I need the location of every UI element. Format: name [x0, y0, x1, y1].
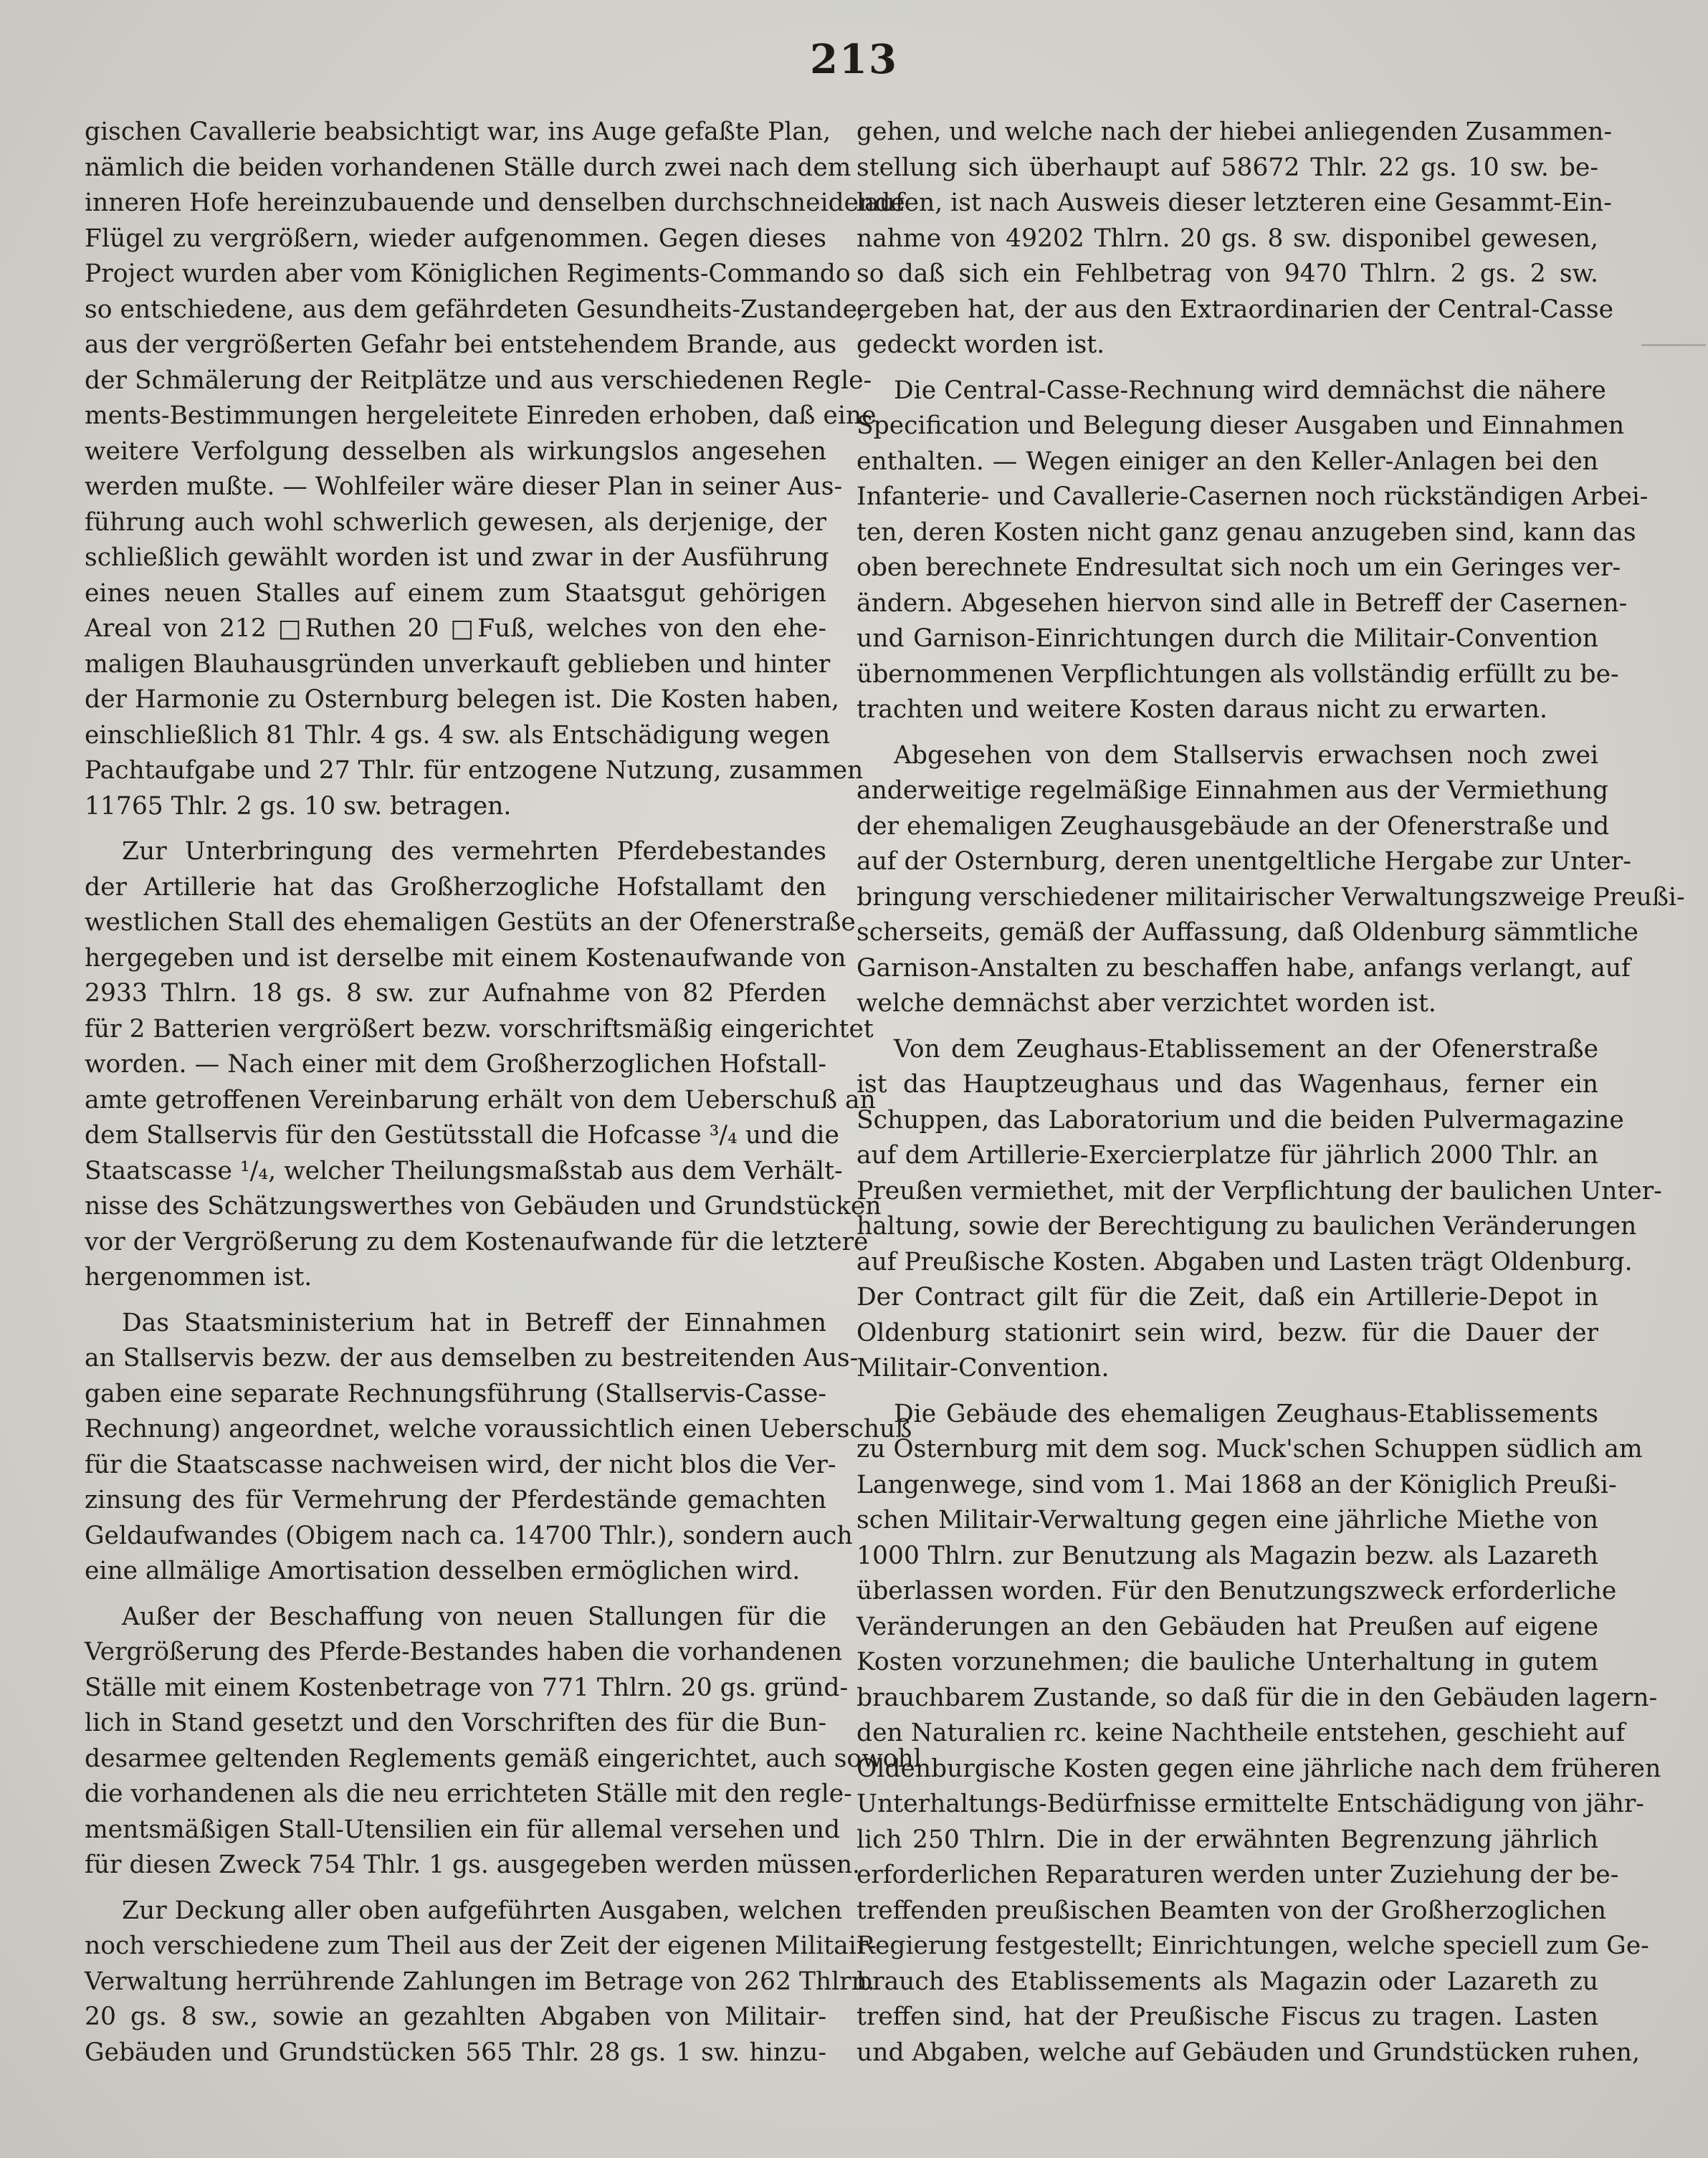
- text-line: Project wurden aber vom Königlichen Regiments-Commando: [85, 259, 851, 288]
- right-column-paragraph: [857, 738, 1685, 1022]
- text-line: zinsung des für Vermehrung der Pferdestände gemachten: [85, 1486, 826, 1514]
- text-line: Specification und Belegung dieser Ausgaben und Einnahmen: [857, 411, 1625, 440]
- paragraph-gap: [85, 824, 826, 834]
- text-line: der ehemaligen Zeughausgebäude an der Ofenerstraße und: [857, 811, 1610, 841]
- left-column-paragraph: [85, 834, 882, 1296]
- text-line: gaben eine separate Rechnungsführung (Stallservis-Casse-: [85, 1379, 826, 1408]
- text-line: worden. — Nach einer mit dem Großherzoglichen Hofstall-: [85, 1050, 826, 1079]
- text-line: gehen, und welche nach der hiebei anliegenden Zusammen-: [857, 118, 1612, 146]
- text-line: Abgesehen von dem Stallservis erwachsen noch zwei: [894, 740, 1598, 770]
- text-line: Von dem Zeughaus-Etablissement an der Ofenerstraße: [894, 1034, 1598, 1064]
- text-line: überlassen worden. Für den Benutzungszweck erforderliche: [857, 1577, 1617, 1605]
- text-line: weitere Verfolgung desselben als wirkungslos angesehen: [85, 436, 826, 466]
- text-line: Ställe mit einem Kostenbetrage von 771 Thlrn. 20 gs. gründ-: [85, 1673, 849, 1702]
- text-line: die vorhandenen als die neu errichteten Ställe mit den regle-: [85, 1780, 852, 1808]
- text-line: Langenwege, sind vom 1. Mai 1868 an der Königlich Preußi-: [857, 1470, 1617, 1499]
- text-line: 11765 Thlr. 2 gs. 10 sw. betragen.: [85, 791, 512, 821]
- text-line: auf der Osternburg, deren unentgeltliche Hergabe zur Unter-: [857, 847, 1631, 876]
- right-column-paragraph: [857, 1032, 1662, 1387]
- text-line: 20 gs. 8 sw., sowie an gezahlten Abgaben von Militair-: [85, 2002, 826, 2031]
- text-line: schließlich gewählt worden ist und zwar in der Ausführung: [85, 543, 829, 572]
- text-line: laufen, ist nach Ausweis dieser letzteren eine Gesammt-Ein-: [857, 188, 1612, 217]
- text-line: trachten und weitere Kosten daraus nicht zu erwarten.: [857, 695, 1547, 724]
- text-line: für diesen Zweck 754 Thlr. 1 gs. ausgegeben werden müssen.: [85, 1851, 861, 1879]
- text-line: brauchbarem Zustande, so daß für die in den Gebäuden lagern-: [857, 1683, 1658, 1712]
- left-column: [85, 115, 922, 2071]
- text-line: Oldenburg stationirt sein wird, bezw. für die Dauer der: [857, 1318, 1598, 1347]
- text-line: amte getroffenen Vereinbarung erhält von dem Ueberschuß an: [85, 1085, 876, 1114]
- text-line: eines neuen Stalles auf einem zum Staatsgut gehörigen: [85, 578, 826, 608]
- text-line: schen Militair-Verwaltung gegen eine jährliche Miethe von: [857, 1506, 1598, 1534]
- text-line: Vergrößerung des Pferde-Bestandes haben die vorhandenen: [85, 1638, 843, 1666]
- text-line: inneren Hofe hereinzubauende und denselben durchschneidende: [85, 188, 905, 217]
- text-line: ten, deren Kosten nicht ganz genau anzugeben sind, kann das: [857, 517, 1636, 547]
- text-line: scherseits, gemäß der Auffassung, daß Oldenburg sämmtliche: [857, 918, 1638, 947]
- text-line: Zur Unterbringung des vermehrten Pferdebestandes: [122, 837, 826, 866]
- text-line: treffenden preußischen Beamten von der Großherzoglichen: [857, 1896, 1606, 1925]
- text-line: der Artillerie hat das Großherzogliche Hofstallamt den: [85, 872, 826, 902]
- right-column-paragraph: [857, 115, 1614, 363]
- text-line: desarmee geltenden Reglements gemäß eingerichtet, auch sowohl: [85, 1744, 922, 1773]
- text-line: Oldenburgische Kosten gegen eine jährliche nach dem früheren: [857, 1754, 1661, 1783]
- text-line: Die Central-Casse-Rechnung wird demnächst die nähere: [894, 376, 1606, 405]
- text-line: dem Stallservis für den Gestütsstall die Hofcasse ³/₄ und die: [85, 1121, 839, 1150]
- text-line: ergeben hat, der aus den Extraordinarien der Central-Casse: [857, 295, 1614, 324]
- text-line: oben berechnete Endresultat sich noch um ein Geringes ver-: [857, 553, 1621, 582]
- right-column-paragraph: [857, 1397, 1661, 2071]
- text-line: ments-Bestimmungen hergeleitete Einreden erhoben, daß eine: [85, 401, 877, 430]
- text-line: welche demnächst aber verzichtet worden ist.: [857, 989, 1436, 1018]
- text-line: Areal von 212 □Ruthen 20 □Fuß, welches von den ehe-: [85, 614, 826, 643]
- paragraph-gap: [857, 1387, 1598, 1397]
- text-line: auf dem Artillerie-Exercierplatze für jährlich 2000 Thlr. an: [857, 1141, 1598, 1170]
- text-line: Zur Deckung aller oben aufgeführten Ausgaben, welchen: [122, 1896, 842, 1925]
- text-line: ändern. Abgesehen hiervon sind alle in Betreff der Casernen-: [857, 588, 1628, 618]
- text-line: Unterhaltungs-Bedürfnisse ermittelte Entschädigung von jähr-: [857, 1790, 1644, 1818]
- left-column-paragraph: [85, 115, 905, 824]
- paragraph-gap: [857, 1022, 1598, 1032]
- text-line: zu Osternburg mit dem sog. Muck'schen Schuppen südlich am: [857, 1435, 1643, 1464]
- text-line: so entschiedene, aus dem gefährdeten Gesundheits-Zustande,: [85, 295, 865, 324]
- text-line: Infanterie- und Cavallerie-Casernen noch rückständigen Arbei-: [857, 482, 1649, 511]
- text-line: gedeckt worden ist.: [857, 330, 1105, 359]
- text-line: Schuppen, das Laboratorium und die beiden Pulvermagazine: [857, 1105, 1624, 1135]
- text-line: Garnison-Anstalten zu beschaffen habe, anfangs verlangt, auf: [857, 953, 1631, 983]
- text-line: vor der Vergrößerung zu dem Kostenaufwande für die letztere: [85, 1227, 869, 1256]
- text-line: einschließlich 81 Thlr. 4 gs. 4 sw. als Entschädigung wegen: [85, 720, 831, 750]
- text-line: hergenommen ist.: [85, 1263, 313, 1292]
- text-line: auf Preußische Kosten. Abgaben und Lasten trägt Oldenburg.: [857, 1247, 1633, 1276]
- text-line: Verwaltung herrührende Zahlungen im Betrage von 262 Thlrn.: [85, 1967, 875, 1996]
- text-line: Preußen vermiethet, mit der Verpflichtung der baulichen Unter-: [857, 1176, 1662, 1205]
- text-line: der Schmälerung der Reitplätze und aus verschiedenen Regle-: [85, 366, 872, 395]
- text-line: gischen Cavallerie beabsichtigt war, ins Auge gefaßte Plan,: [85, 118, 831, 146]
- text-line: treffen sind, hat der Preußische Fiscus zu tragen. Lasten: [857, 2002, 1598, 2031]
- text-line: Kosten vorzunehmen; die bauliche Unterhaltung in gutem: [857, 1648, 1598, 1676]
- text-line: für 2 Batterien vergrößert bezw. vorschriftsmäßig eingerichtet: [85, 1014, 874, 1044]
- paragraph-gap: [85, 1884, 826, 1894]
- text-line: noch verschiedene zum Theil aus der Zeit der eigenen Militair-: [85, 1932, 877, 1960]
- right-column-paragraph: [857, 373, 1649, 728]
- text-line: aus der vergrößerten Gefahr bei entstehendem Brande, aus: [85, 330, 837, 359]
- text-line: Die Gebäude des ehemaligen Zeughaus-Etablissements: [894, 1399, 1598, 1428]
- text-line: Veränderungen an den Gebäuden hat Preußen auf eigene: [857, 1612, 1598, 1641]
- text-line: Gebäuden und Grundstücken 565 Thlr. 28 gs. 1 sw. hinzu-: [85, 2038, 826, 2067]
- text-line: werden mußte. — Wohlfeiler wäre dieser Plan in seiner Aus-: [85, 472, 843, 501]
- text-line: und Abgaben, welche auf Gebäuden und Grundstücken ruhen,: [857, 2038, 1640, 2067]
- left-column-paragraph: [85, 1600, 922, 1884]
- text-line: haltung, sowie der Berechtigung zu baulichen Veränderungen: [857, 1212, 1637, 1241]
- text-line: Militair-Convention.: [857, 1354, 1110, 1383]
- text-line: übernommenen Verpflichtungen als vollständig erfüllt zu be-: [857, 659, 1619, 689]
- text-line: hergegeben und ist derselbe mit einem Kostenaufwande von: [85, 943, 846, 973]
- text-line: stellung sich überhaupt auf 58672 Thlr. 22 gs. 10 sw. be-: [857, 153, 1598, 182]
- paragraph-gap: [85, 1590, 826, 1600]
- text-line: 1000 Thlrn. zur Benutzung als Magazin bezw. als Lazareth: [857, 1541, 1598, 1570]
- text-line: Pachtaufgabe und 27 Thlr. für entzogene Nutzung, zusammen: [85, 756, 864, 785]
- text-line: an Stallservis bezw. der aus demselben zu bestreitenden Aus-: [85, 1344, 859, 1372]
- text-line: eine allmälige Amortisation desselben ermöglichen wird.: [85, 1557, 801, 1585]
- text-line: 2933 Thlrn. 18 gs. 8 sw. zur Aufnahme von 82 Pferden: [85, 979, 826, 1008]
- text-line: Regierung festgestellt; Einrichtungen, welche speciell zum Ge-: [857, 1932, 1649, 1960]
- text-line: nahme von 49202 Thlrn. 20 gs. 8 sw. disponibel gewesen,: [857, 224, 1598, 253]
- text-line: Das Staatsministerium hat in Betreff der Einnahmen: [122, 1308, 826, 1337]
- paragraph-gap: [857, 363, 1598, 373]
- text-line: Der Contract gilt für die Zeit, daß ein Artillerie-Depot in: [857, 1283, 1598, 1312]
- text-line: Flügel zu vergrößern, wieder aufgenommen. Gegen dieses: [85, 224, 826, 253]
- left-column-paragraph: [85, 1894, 877, 2071]
- text-line: bringung verschiedener militairischer Verwaltungszweige Preußi-: [857, 882, 1685, 912]
- text-line: ist das Hauptzeughaus und das Wagenhaus, ferner ein: [857, 1070, 1598, 1099]
- text-line: der Harmonie zu Osternburg belegen ist. Die Kosten haben,: [85, 685, 839, 714]
- page-number: 213: [810, 36, 898, 83]
- text-line: lich 250 Thlrn. Die in der erwähnten Begrenzung jährlich: [857, 1825, 1598, 1854]
- text-line: nämlich die beiden vorhandenen Ställe durch zwei nach dem: [85, 153, 851, 182]
- text-line: so daß sich ein Fehlbetrag von 9470 Thlrn. 2 gs. 2 sw.: [857, 259, 1598, 288]
- text-line: erforderlichen Reparaturen werden unter Zuziehung der be-: [857, 1861, 1619, 1889]
- text-line: für die Staatscasse nachweisen wird, der nicht blos die Ver-: [85, 1450, 836, 1479]
- text-line: Außer der Beschaffung von neuen Stallungen für die: [122, 1602, 826, 1631]
- text-line: den Naturalien rc. keine Nachtheile entstehen, geschieht auf: [857, 1719, 1626, 1747]
- right-column: [857, 115, 1685, 2071]
- text-line: enthalten. — Wegen einiger an den Keller-Anlagen bei den: [857, 447, 1598, 476]
- left-column-paragraph: [85, 1306, 912, 1590]
- paragraph-gap: [85, 1296, 826, 1306]
- text-line: mentsmäßigen Stall-Utensilien ein für allemal versehen und: [85, 1815, 841, 1844]
- text-line: Geldaufwandes (Obigem nach ca. 14700 Thlr.), sondern auch: [85, 1521, 853, 1550]
- text-line: führung auch wohl schwerlich gewesen, als derjenige, der: [85, 507, 826, 537]
- page-crease-mark: [1641, 344, 1706, 346]
- text-line: brauch des Etablissements als Magazin oder Lazareth zu: [857, 1967, 1598, 1996]
- text-line: westlichen Stall des ehemaligen Gestüts an der Ofenerstraße: [85, 908, 856, 937]
- text-line: nisse des Schätzungswerthes von Gebäuden und Grundstücken: [85, 1192, 882, 1221]
- text-line: anderweitige regelmäßige Einnahmen aus der Vermiethung: [857, 776, 1609, 805]
- text-line: und Garnison-Einrichtungen durch die Militair-Convention: [857, 624, 1598, 653]
- text-line: Rechnung) angeordnet, welche voraussichtlich einen Ueberschuß: [85, 1415, 912, 1443]
- paragraph-gap: [857, 728, 1598, 738]
- text-line: maligen Blauhausgründen unverkauft geblieben und hinter: [85, 649, 831, 679]
- text-line: lich in Stand gesetzt und den Vorschriften des für die Bun-: [85, 1709, 826, 1737]
- text-line: Staatscasse ¹/₄, welcher Theilungsmaßstab aus dem Verhält-: [85, 1156, 843, 1185]
